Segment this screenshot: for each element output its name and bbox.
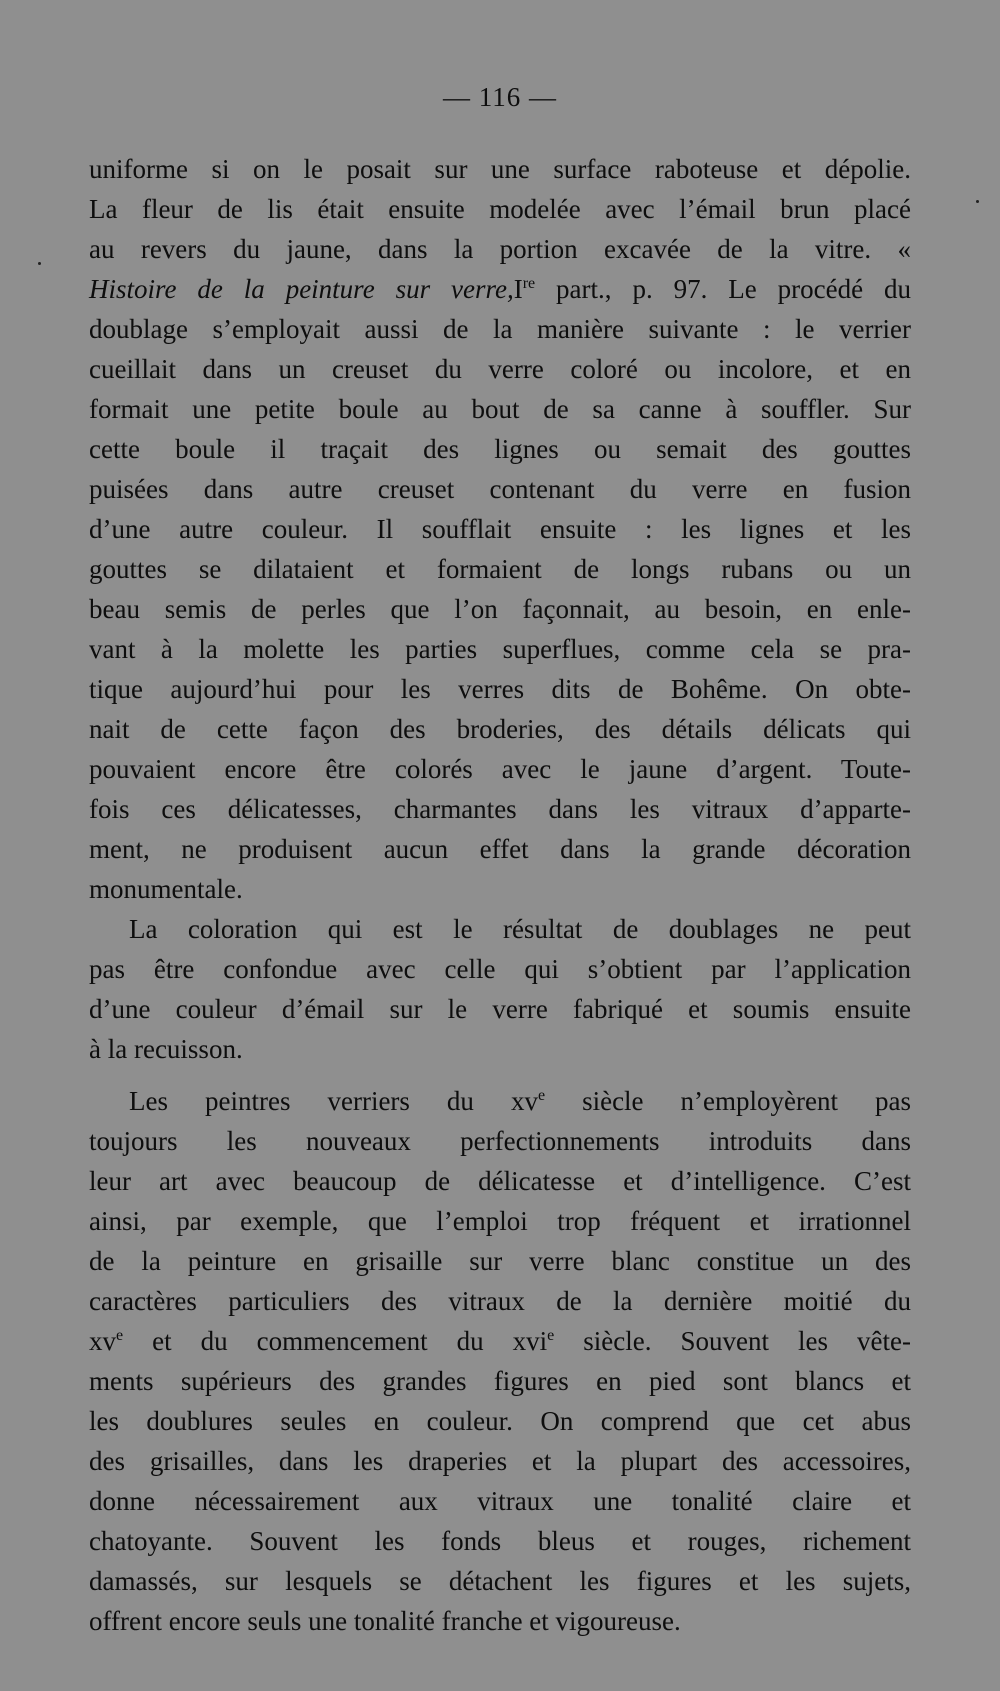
text-line: vant à la molette les parties superflues, comme cela se pra- — [89, 634, 911, 664]
text-line: ment, ne produisent aucun effet dans la grande décoration — [89, 834, 911, 864]
text-line: caractères particuliers des vitraux de la dernière moitié du — [89, 1286, 911, 1316]
superscript: e — [547, 1327, 555, 1344]
text-run: siècle. Souvent les vête- — [554, 1326, 911, 1356]
text-line: nait de cette façon des broderies, des détails délicats qui — [89, 714, 911, 744]
text-line: damassés, sur lesquels se détachent les figures et les sujets, — [89, 1566, 911, 1596]
page-number: — 116 — — [443, 82, 557, 112]
text-line: offrent encore seuls une tonalité franche et vigoureuse. — [89, 1606, 681, 1636]
text-line — [89, 1321, 911, 1361]
paragraph-3 — [89, 1081, 911, 1641]
paragraph-2 — [89, 909, 911, 1069]
text-line — [89, 1081, 911, 1121]
text-line: uniforme si on le posait sur une surface raboteuse et dépolie. — [89, 154, 911, 184]
text-line: ments supérieurs des grandes figures en pied sont blancs et — [89, 1366, 911, 1396]
text-line: à la recuisson. — [89, 1034, 243, 1064]
text-line: leur art avec beaucoup de délicatesse et d’intelligence. C’est — [89, 1166, 911, 1196]
text-line: des grisailles, dans les draperies et la plupart des accessoires, — [89, 1446, 911, 1476]
superscript: re — [522, 275, 536, 292]
citation-rest: part., p. 97. Le procédé du — [535, 274, 911, 304]
text-line: pouvaient encore être colorés avec le jaune d’argent. Toute- — [89, 754, 911, 784]
text-line: beau semis de perles que l’on façonnait, au besoin, en enle- — [89, 594, 911, 624]
text-line: d’une autre couleur. Il soufflait ensuite : les lignes et les — [89, 514, 911, 544]
text-line: d’une couleur d’émail sur le verre fabriqué et soumis ensuite — [89, 994, 911, 1024]
text-run: xv — [89, 1326, 116, 1356]
text-run: et du commencement du xvi — [123, 1326, 548, 1356]
text-line: chatoyante. Souvent les fonds bleus et rouges, richement — [89, 1526, 911, 1556]
text-line-citation — [89, 269, 911, 309]
superscript: e — [537, 1087, 546, 1104]
text-line: monumentale. — [89, 874, 243, 904]
book-title-italic: Histoire de la peinture sur verre, — [89, 274, 514, 304]
superscript: e — [116, 1327, 124, 1344]
text-line: puisées dans autre creuset contenant du verre en fusion — [89, 474, 911, 504]
text-line: au revers du jaune, dans la portion excavée de la vitre. « — [89, 234, 911, 264]
text-line: La coloration qui est le résultat de doublages ne peut — [129, 914, 911, 944]
text-line: les doublures seules en couleur. On comprend que cet abus — [89, 1406, 911, 1436]
text-line: doublage s’employait aussi de la manière suivante : le verrier — [89, 314, 911, 344]
text-line: pas être confondue avec celle qui s’obtient par l’application — [89, 954, 911, 984]
text-line: fois ces délicatesses, charmantes dans les vitraux d’apparte- — [89, 794, 911, 824]
text-line: donne nécessairement aux vitraux une tonalité claire et — [89, 1486, 911, 1516]
text-line: cueillait dans un creuset du verre coloré ou incolore, et en — [89, 354, 911, 384]
text-line: La fleur de lis était ensuite modelée avec l’émail brun placé — [89, 194, 911, 224]
text-run: Les peintres verriers du xv — [129, 1086, 538, 1116]
part-numeral: I — [513, 274, 523, 304]
paragraph-1 — [89, 149, 911, 909]
text-block-bottom — [89, 1081, 911, 1641]
scan-speck — [38, 262, 41, 265]
text-line: gouttes se dilataient et formaient de longs rubans ou un — [89, 554, 911, 584]
text-line: cette boule il traçait des lignes ou semait des gouttes — [89, 434, 911, 464]
text-line: toujours les nouveaux perfectionnements introduits dans — [89, 1126, 911, 1156]
text-line: ainsi, par exemple, que l’emploi trop fréquent et irrationnel — [89, 1206, 911, 1236]
text-line: formait une petite boule au bout de sa canne à souffler. Sur — [89, 394, 911, 424]
text-block-top — [89, 149, 911, 1069]
text-line: de la peinture en grisaille sur verre blanc constitue un des — [89, 1246, 911, 1276]
text-run: siècle n’employèrent pas — [545, 1086, 911, 1116]
text-line: tique aujourd’hui pour les verres dits de Bohême. On obte- — [89, 674, 911, 704]
scan-speck — [976, 200, 979, 203]
